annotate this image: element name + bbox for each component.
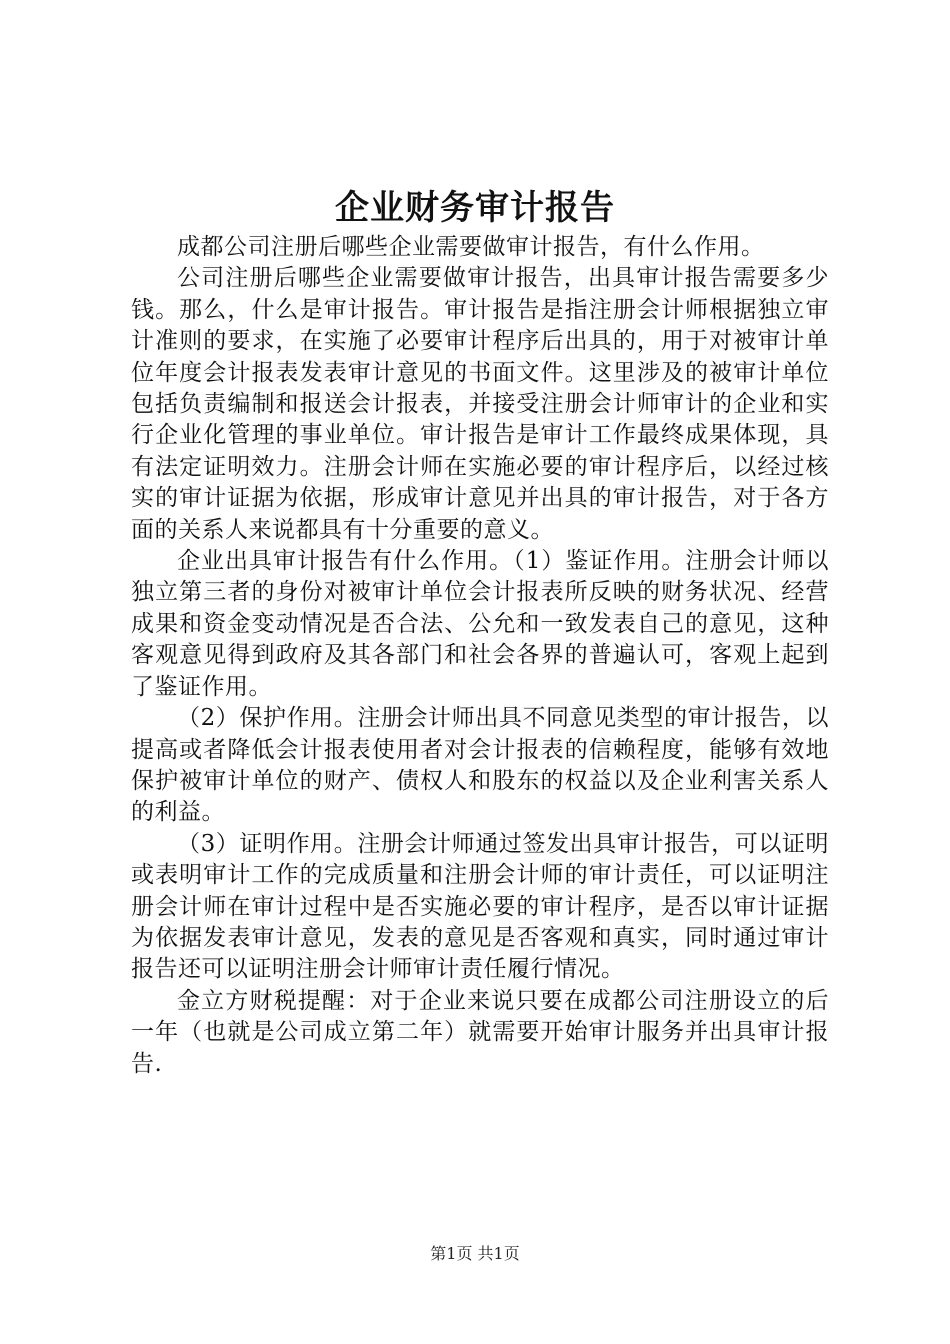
paragraph-proof: （3）证明作用。注册会计师通过签发出具审计报告，可以证明或表明审计工作的完成质量和注册会计师的审计责任，可以证明注册会计师在审计过程中是否实施必要的审计程序，是否以审计证据为依据发表审计意见，发表的意见是否客观和真实，同时通过审计报告还可以证明注册会计师审计责任履行情况。 [131,830,829,983]
paragraph-intro: 成都公司注册后哪些企业需要做审计报告，有什么作用。 [177,234,765,260]
paragraph-protection: （2）保护作用。注册会计师出具不同意见类型的审计报告，以提高或者降低会计报表使用者对会计报表的信赖程度，能够有效地保护被审计单位的财产、债权人和股东的权益以及企业利害关系人的利益。 [131,705,829,826]
paragraph-verification: 企业出具审计报告有什么作用。（1）鉴证作用。注册会计师以独立第三者的身份对被审计单位会计报表所反映的财务状况、经营成果和资金变动情况是否合法、公允和一致发表自己的意见，这种客观意见得到政府及其各部门和社会各界的普遍认可，客观上起到了鉴证作用。 [131,548,829,700]
document-title: 企业财务审计报告 [335,188,615,228]
document-body [131,232,829,1080]
paragraph-reminder: 金立方财税提醒：对于企业来说只要在成都公司注册设立的后一年（也就是公司成立第二年）就需要开始审计服务并出具审计报告. [131,987,829,1077]
page-footer: 第1页 共1页 [430,1244,520,1263]
paragraph-definition: 公司注册后哪些企业需要做审计报告，出具审计报告需要多少钱。那么，什么是审计报告。审计报告是指注册会计师根据独立审计准则的要求，在实施了必要审计程序后出具的，用于对被审计单位年度会计报表发表审计意见的书面文件。这里涉及的被审计单位包括负责编制和报送会计报表，并接受注册会计师审计的企业和实行企业化管理的事业单位。审计报告是审计工作最终成果体现，具有法定证明效力。注册会计师在实施必要的审计程序后，以经过核实的审计证据为依据，形成审计意见并出具的审计报告，对于各方面的关系人来说都具有十分重要的意义。 [131,265,829,543]
